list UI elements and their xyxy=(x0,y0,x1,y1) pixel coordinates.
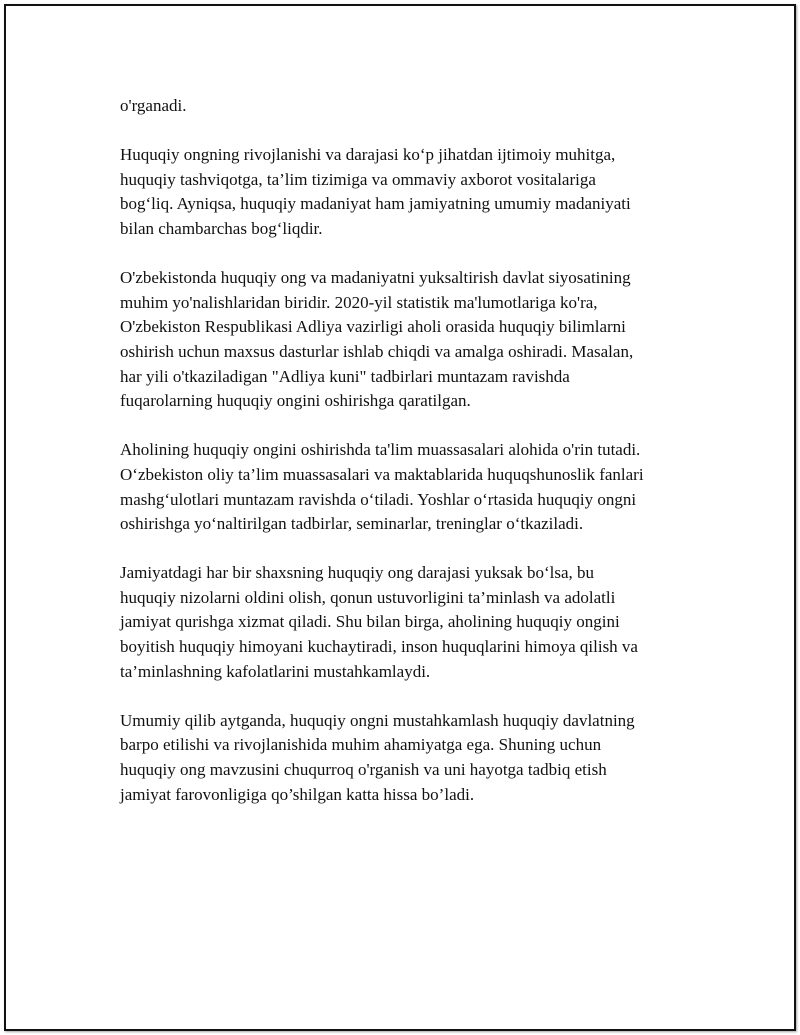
text-line: jamiyat qurishga xizmat qiladi. Shu bilan birga, aholining huquqiy ongini xyxy=(120,612,620,632)
page-frame xyxy=(4,4,796,1031)
paragraph xyxy=(120,709,710,807)
text-line: O‘zbekiston oliy ta’lim muassasalari va maktablarida huquqshunoslik fanlari xyxy=(120,464,644,484)
paragraph xyxy=(120,438,710,536)
text-line: O'zbekistonda huquqiy ong va madaniyatni yuksaltirish davlat siyosatining xyxy=(120,268,631,288)
text-line: Jamiyatdagi har bir shaxsning huquqiy ong darajasi yuksak bo‘lsa, bu xyxy=(120,563,595,583)
text-line: har yili o'tkaziladigan "Adliya kuni" tadbirlari muntazam ravishda xyxy=(120,366,570,386)
text-line: bilan chambarchas bog‘liqdir. xyxy=(120,218,323,238)
text-line: Umumiy qilib aytganda, huquqiy ongni mustahkamlash huquqiy davlatning xyxy=(120,710,635,730)
text-line: fuqarolarning huquqiy ongini oshirishga qaratilgan. xyxy=(120,391,471,411)
text-line: boyitish huquqiy himoyani kuchaytiradi, inson huquqlarini himoya qilish va xyxy=(120,637,638,657)
text-line: Huquqiy ongning rivojlanishi va darajasi ko‘p jihatdan ijtimoiy muhitga, xyxy=(120,145,616,165)
text-line: jamiyat farovonligiga qo’shilgan katta hissa bo’ladi. xyxy=(120,784,475,804)
paragraph xyxy=(120,94,710,119)
text-line: mashg‘ulotlari muntazam ravishda o‘tiladi. Yoshlar o‘rtasida huquqiy ongni xyxy=(120,489,637,509)
text-line: barpo etilishi va rivojlanishida muhim ahamiyatga ega. Shuning uchun xyxy=(120,735,602,755)
text-line: huquqiy nizolarni oldini olish, qonun ustuvorligini ta’minlash va adolatli xyxy=(120,587,616,607)
text-line: oshirish uchun maxsus dasturlar ishlab chiqdi va amalga oshiradi. Masalan, xyxy=(120,341,634,361)
text-line: oshirishga yo‘naltirilgan tadbirlar, seminarlar, treninglar o‘tkaziladi. xyxy=(120,514,584,534)
text-line: bog‘liq. Ayniqsa, huquqiy madaniyat ham jamiyatning umumiy madaniyati xyxy=(120,194,631,214)
text-line: huquqiy ong mavzusini chuqurroq o'rganish va uni hayotga tadbiq etish xyxy=(120,760,607,780)
text-line: O'zbekiston Respublikasi Adliya vazirligi aholi orasida huquqiy bilimlarni xyxy=(120,317,626,337)
text-line: huquqiy tashviqotga, ta’lim tizimiga va ommaviy axborot vositalariga xyxy=(120,169,596,189)
paragraph xyxy=(120,561,710,684)
text-line: Aholining huquqiy ongini oshirishda ta'lim muassasalari alohida o'rin tutadi. xyxy=(120,440,641,460)
paragraph xyxy=(120,266,710,414)
document-body xyxy=(120,94,710,832)
text-line: ta’minlashning kafolatlarini mustahkamlaydi. xyxy=(120,661,431,681)
text-line: o'rganadi. xyxy=(120,96,187,115)
text-line: muhim yo'nalishlaridan biridir. 2020-yil statistik ma'lumotlariga ko'ra, xyxy=(120,292,598,312)
paragraph xyxy=(120,143,710,241)
